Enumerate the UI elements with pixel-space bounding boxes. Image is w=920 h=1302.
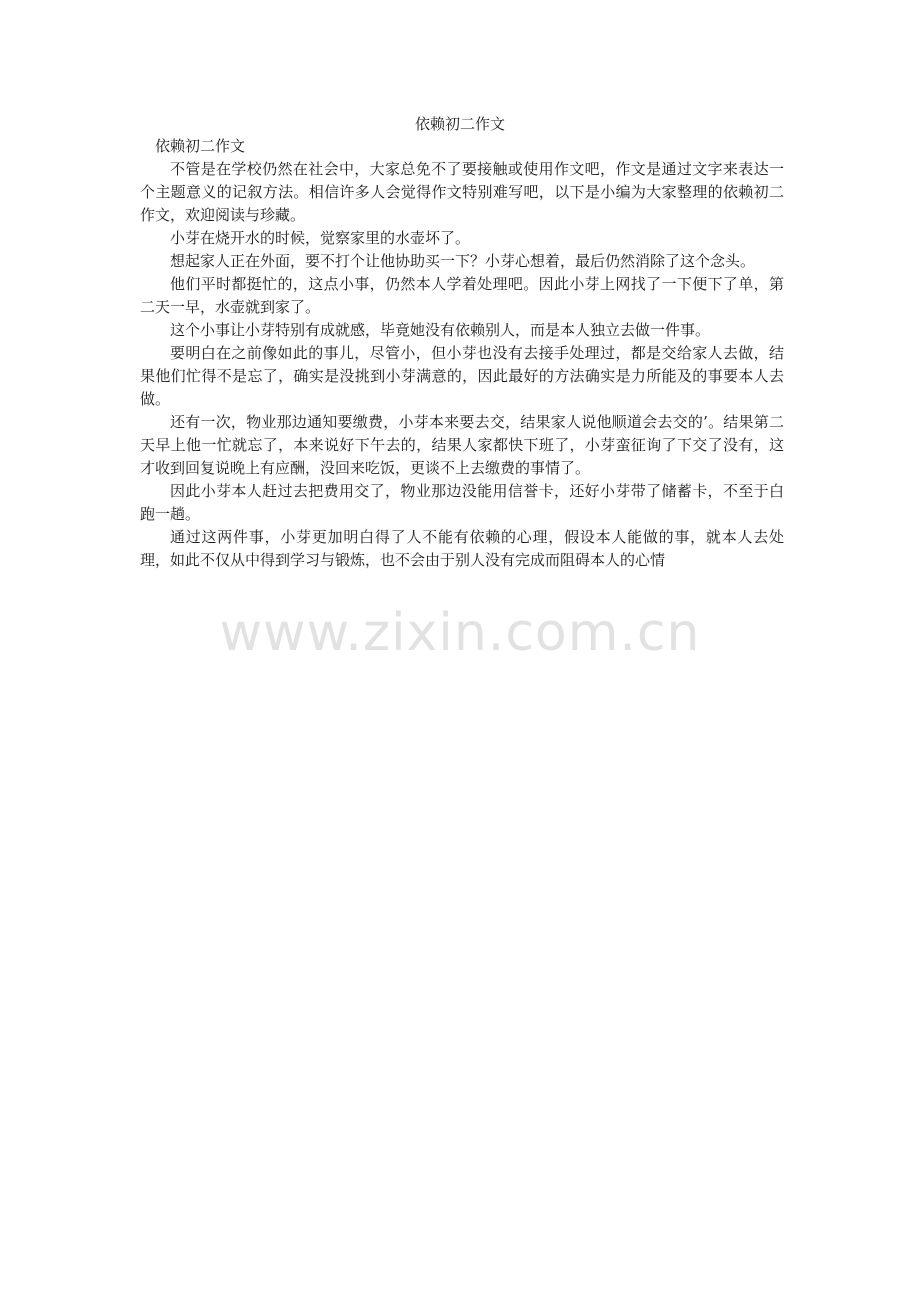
paragraph-8: 因此小芽本人赶过去把费用交了，物业那边没能用信誉卡，还好小芽带了储蓄卡，不至于白跑一趟。	[140, 482, 784, 523]
document-body	[140, 135, 784, 572]
paragraph-3: 想起家人正在外面，要不打个让他协助买一下？小芽心想着，最后仍然消除了这个念头。	[170, 252, 756, 270]
document-subtitle: 依赖初二作文	[155, 137, 246, 155]
paragraph-7: 还有一次，物业那边通知要缴费，小芽本来要去交，结果家人说他顺道会去交的’。结果第二天早上他一忙就忘了，本来说好下午去的，结果人家都快下班了，小芽蛮征询了下交了没有，这才收到回复说晚上有应酬，没回来吃饭，更谈不上去缴费的事情了。	[140, 413, 784, 477]
watermark: www.zixin.com.cn	[219, 603, 701, 663]
document-title: 依赖初二作文	[414, 115, 505, 133]
paragraph-2: 小芽在烧开水的时候，觉察家里的水壶坏了。	[170, 229, 471, 247]
paragraph-5: 这个小事让小芽特别有成就感，毕竟她没有依赖别人，而是本人独立去做一件事。	[170, 321, 711, 339]
paragraph-9: 通过这两件事，小芽更加明白得了人不能有依赖的心理，假设本人能做的事，就本人去处理，如此不仅从中得到学习与锻炼，也不会由于别人没有完成而阻碍本人的心情	[140, 528, 784, 569]
paragraph-4: 他们平时都挺忙的，这点小事，仍然本人学着处理吧。因此小芽上网找了一下便下了单，第二天一早，水壶就到家了。	[140, 275, 784, 316]
paragraph-6: 要明白在之前像如此的事儿，尽管小，但小芽也没有去接手处理过，都是交给家人去做，结果他们忙得不是忘了，确实是没挑到小芽满意的，因此最好的方法确实是力所能及的事要本人去做。	[140, 344, 784, 408]
paragraph-1: 不管是在学校仍然在社会中，大家总免不了要接触或使用作文吧，作文是通过文字来表达一个主题意义的记叙方法。相信许多人会觉得作文特别难写吧，以下是小编为大家整理的依赖初二作文，欢迎阅读与珍藏。	[140, 160, 784, 224]
